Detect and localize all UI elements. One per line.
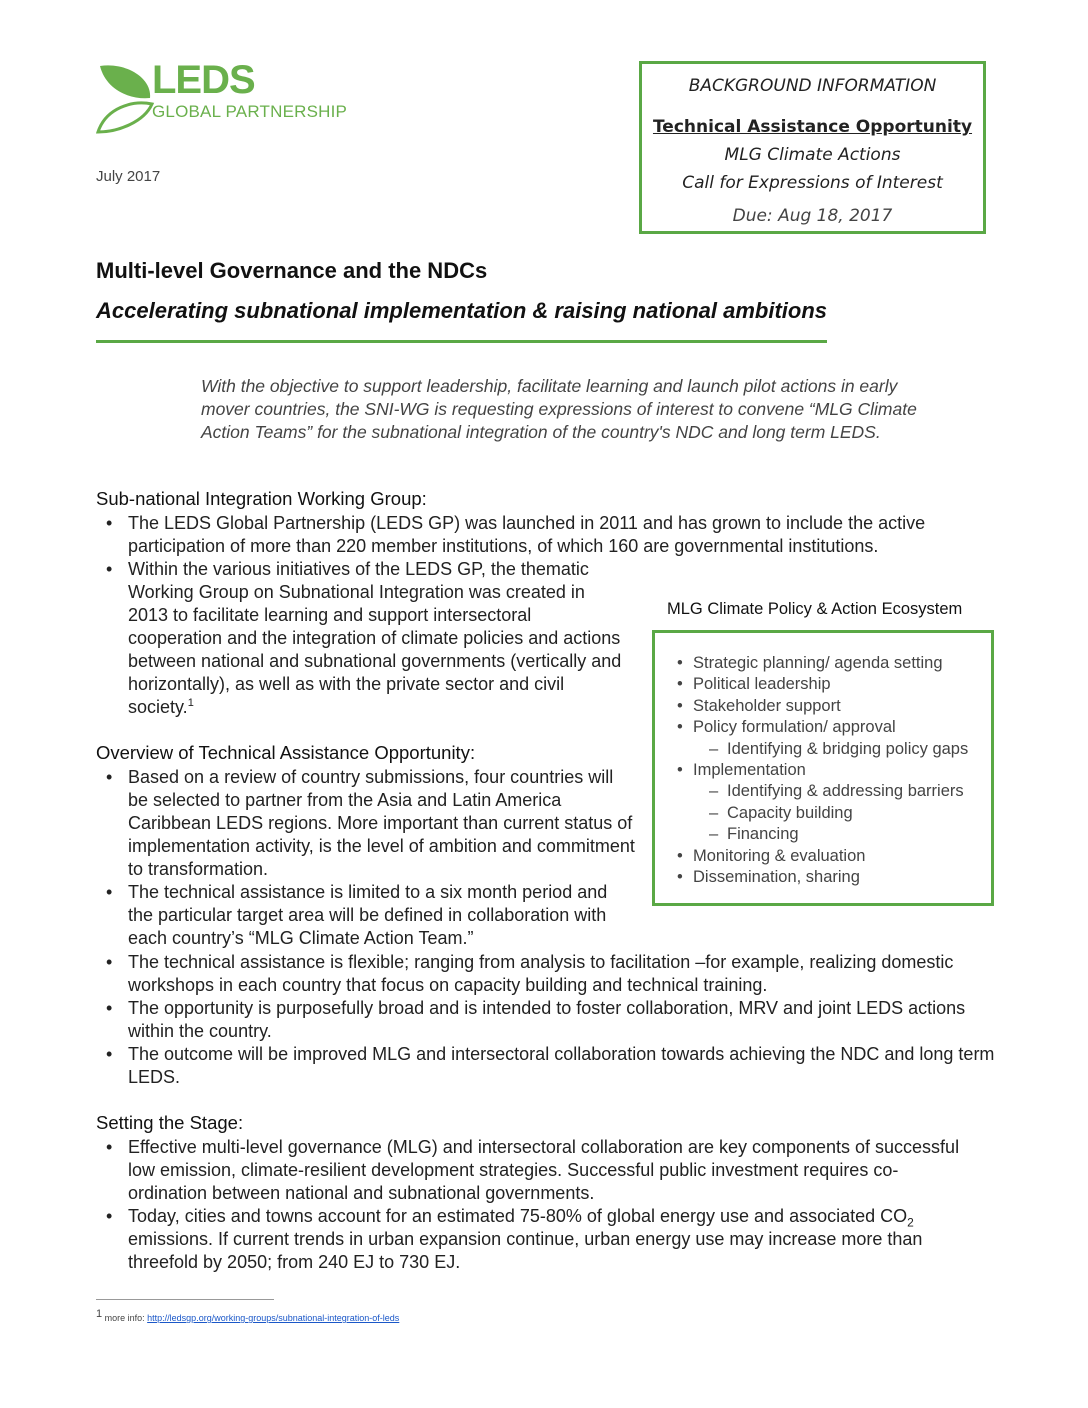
list-item: • Monitoring & evaluation: [669, 846, 968, 867]
list-item: • The outcome will be improved MLG and intersectoral collaboration towards achieving the NDC and long term LEDS.: [96, 1043, 996, 1089]
list-item-text: Today, cities and towns account for an estimated 75-80% of global energy use and associated CO: [128, 1206, 908, 1226]
page-title: Multi-level Governance and the NDCs: [96, 258, 488, 283]
background-heading: BACKGROUND INFORMATION: [688, 76, 937, 96]
background-subtitle-2: Call for Expressions of Interest: [682, 173, 943, 193]
stage-list: [96, 1136, 976, 1274]
list-item: • Strategic planning/ agenda setting: [669, 653, 968, 674]
overview-list-narrow: [96, 766, 636, 950]
ecosystem-box: [652, 630, 994, 906]
ecosystem-list: [669, 653, 968, 888]
list-item: • Dissemination, sharing: [669, 867, 968, 888]
footnote-mark: 1: [96, 1308, 103, 1320]
section-heading-sni: Sub-national Integration Working Group:: [96, 488, 427, 509]
list-item-text: The LEDS Global Partnership (LEDS GP) was launched in 2011 and has grown to include the active participation of more than 220 member institutions, of which 160 are governmental institutions.: [128, 513, 926, 556]
due-date: Due: Aug 18, 2017: [732, 206, 893, 226]
list-item: • Effective multi-level governance (MLG) and intersectoral collaboration are key components of successful low emission, climate-resilient development strategies. Successful public investment requires co-ordination between national and subnational governments.: [96, 1136, 976, 1205]
background-info-box: [639, 61, 986, 234]
list-item-text: Within the various initiatives of the LEDS GP, the thematic Working Group on Subnational Integration was created in 2013 to facilitate learning and support intersectoral cooperation and the integration of climate policies and actions between national and subnational governments (vertically and horizontally), as well as with the private sector and civil society.: [128, 559, 622, 717]
list-item: • Stakeholder support: [669, 696, 968, 717]
leds-logo: [96, 60, 396, 140]
footnote-prefix: more info:: [102, 1313, 148, 1323]
list-item: • The technical assistance is limited to a six month period and the particular target area will be defined in collaboration with each country’s “MLG Climate Action Team.”: [96, 881, 636, 950]
list-item-text: emissions. If current trends in urban expansion continue, urban energy use may increase more than threefold by 2050; from 240 EJ to 730 EJ.: [128, 1229, 923, 1272]
page-subtitle: Accelerating subnational implementation & raising national ambitions: [96, 298, 828, 323]
sni-list-narrow: [96, 558, 626, 719]
logo-subtitle: GLOBAL PARTNERSHIP: [152, 102, 348, 121]
section-heading-overview: Overview of Technical Assistance Opportunity:: [96, 742, 476, 763]
section-heading-stage: Setting the Stage:: [96, 1112, 244, 1133]
footnote-link[interactable]: http://ledsgp.org/working-groups/subnational-integration-of-leds: [147, 1313, 400, 1323]
document-date: July 2017: [96, 168, 161, 185]
list-item: • The opportunity is purposefully broad and is intended to foster collaboration, MRV and joint LEDS actions within the country.: [96, 997, 996, 1043]
list-item: • Implementation: [669, 760, 968, 781]
list-item: • The technical assistance is flexible; ranging from analysis to facilitation –for example, realizing domestic workshops in each country that focus on capacity building and technical training.: [96, 951, 996, 997]
leaf-icon: [96, 60, 156, 136]
title-divider: [96, 340, 827, 343]
subscript: 2: [907, 1215, 914, 1230]
list-item: • Political leadership: [669, 674, 968, 695]
footnote-ref[interactable]: 1: [187, 697, 194, 709]
list-subitem: – Identifying & bridging policy gaps: [669, 739, 968, 760]
footnote: [96, 1308, 400, 1323]
overview-list-wide: [96, 951, 996, 1089]
footnote-divider: [96, 1299, 274, 1300]
list-item: [96, 512, 976, 558]
list-subitem: – Financing: [669, 824, 968, 845]
list-item: • Based on a review of country submissions, four countries will be selected to partner from the Asia and Latin America Caribbean LEDS regions. More important than current status of implementation activity, is the level of ambition and commitment to transformation.: [96, 766, 636, 881]
list-item: [96, 558, 626, 719]
list-subitem: – Identifying & addressing barriers: [669, 781, 968, 802]
background-subtitle-1: MLG Climate Actions: [724, 145, 901, 165]
logo-wordmark: LEDS: [152, 58, 255, 102]
background-title: Technical Assistance Opportunity: [652, 117, 973, 137]
sni-list-wide: [96, 512, 976, 558]
ecosystem-title: MLG Climate Policy & Action Ecosystem: [667, 600, 963, 618]
list-subitem: – Capacity building: [669, 803, 968, 824]
list-item: [96, 1205, 976, 1274]
intro-paragraph: With the objective to support leadership, facilitate learning and launch pilot actions in early mover countries, the SNI-WG is requesting expressions of interest to convene “MLG Climate Action Teams” for the subnational integration of the country's NDC and long term LEDS.: [201, 376, 917, 442]
list-item: • Policy formulation/ approval: [669, 717, 968, 738]
